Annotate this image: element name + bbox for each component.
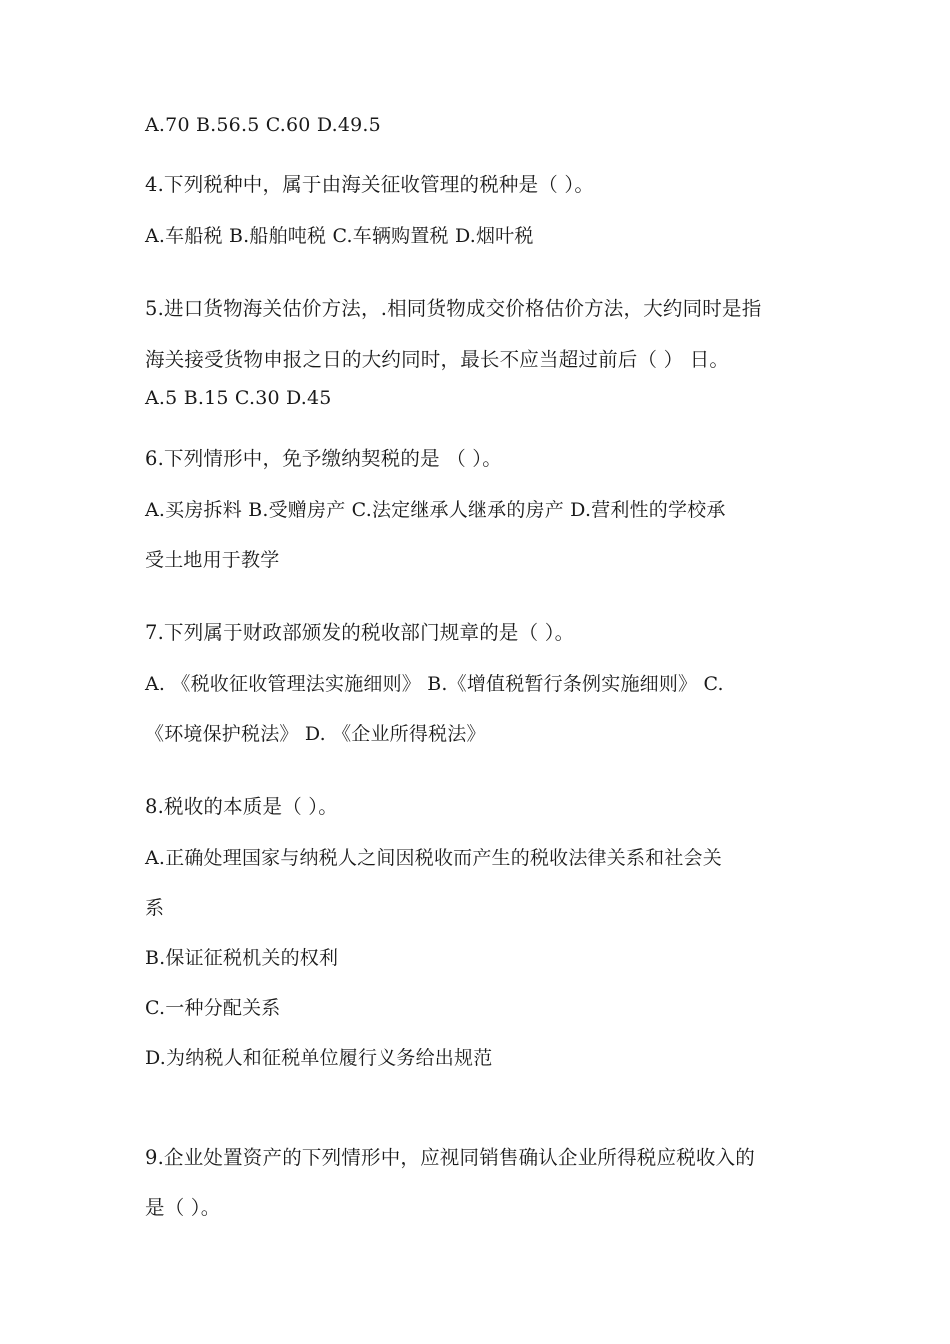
answer-options-q4: A.车船税 B.船舶吨税 C.车辆购置税 D.烟叶税: [145, 225, 534, 247]
question-9-line-1: 9.企业处置资产的下列情形中，应视同销售确认企业所得税应税收入的: [145, 1146, 756, 1169]
answer-options-q7-line-2: 《环境保护税法》 D. 《企业所得税法》: [145, 723, 486, 745]
question-7: 7.下列属于财政部颁发的税收部门规章的是（ ）。: [145, 621, 575, 644]
question-4: 4.下列税种中，属于由海关征收管理的税种是（ ）。: [145, 173, 595, 196]
answer-option-q8-c: C.一种分配关系: [145, 997, 281, 1019]
answer-option-q8-a-line-1: A.正确处理国家与纳税人之间因税收而产生的税收法律关系和社会关: [145, 847, 722, 869]
answer-option-q8-b: B.保证征税机关的权利: [145, 947, 339, 969]
answer-options-q7-line-1: A. 《税收征收管理法实施细则》 B.《增值税暂行条例实施细则》 C.: [145, 673, 724, 695]
answer-options-q5: A.5 B.15 C.30 D.45: [145, 387, 332, 409]
answer-options-q6-line-1: A.买房拆料 B.受赠房产 C.法定继承人继承的房产 D.营利性的学校承: [145, 499, 726, 521]
answer-option-q8-a-line-2: 系: [145, 897, 165, 919]
question-8: 8.税收的本质是（ ）。: [145, 795, 338, 818]
question-6: 6.下列情形中，免予缴纳契税的是 （ ）。: [145, 447, 502, 470]
answer-option-q8-d: D.为纳税人和征税单位履行义务给出规范: [145, 1047, 493, 1069]
question-5-line-1: 5.进口货物海关估价方法，.相同货物成交价格估价方法，大约同时是指: [145, 297, 762, 320]
answer-options-q6-line-2: 受土地用于教学: [145, 549, 280, 571]
answer-options-q3: A.70 B.56.5 C.60 D.49.5: [145, 114, 381, 136]
question-5-line-2: 海关接受货物申报之日的大约同时，最长不应当超过前后（ ） 日。: [145, 348, 730, 371]
question-9-line-2: 是（ ）。: [145, 1196, 221, 1219]
